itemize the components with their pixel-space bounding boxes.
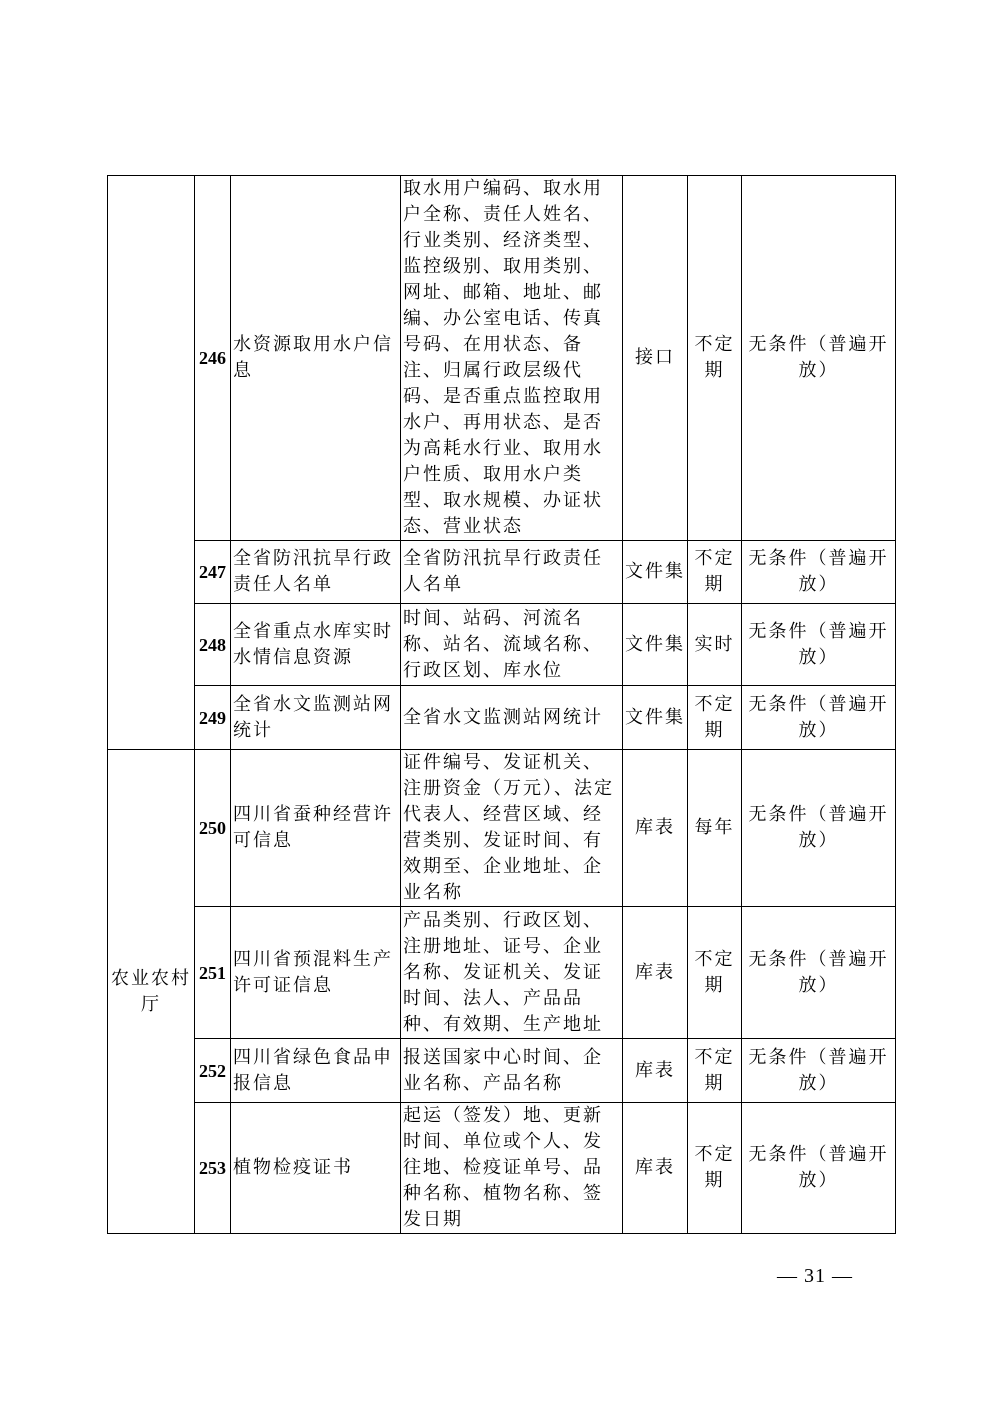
row-number: 249 — [195, 686, 231, 750]
row-number: 248 — [195, 604, 231, 686]
share-method: 文件集 — [623, 686, 688, 750]
resource-name: 水资源取用水户信息 — [231, 176, 401, 541]
resource-name: 全省重点水库实时水情信息资源 — [231, 604, 401, 686]
row-number: 251 — [195, 907, 231, 1039]
open-type: 无条件（普遍开放） — [742, 1039, 896, 1103]
resource-name: 四川省蚕种经营许可信息 — [231, 750, 401, 907]
open-type: 无条件（普遍开放） — [742, 176, 896, 541]
row-number: 247 — [195, 541, 231, 604]
resource-fields: 取水用户编码、取水用户全称、责任人姓名、行业类别、经济类型、监控级别、取用类别、网址、邮箱、地址、邮编、办公室电话、传真号码、在用状态、备注、归属行政层级代码、是否重点监控取用水户、再用状态、是否为高耗水行业、取用水户性质、取用水户类型、取水规模、办证状态、营业状态 — [401, 176, 623, 541]
update-frequency: 不定期 — [688, 907, 742, 1039]
resource-fields: 起运（签发）地、更新时间、单位或个人、发往地、检疫证单号、品种名称、植物名称、签发日期 — [401, 1103, 623, 1234]
update-frequency: 不定期 — [688, 686, 742, 750]
share-method: 库表 — [623, 907, 688, 1039]
update-frequency: 不定期 — [688, 1039, 742, 1103]
resource-fields: 全省水文监测站网统计 — [401, 686, 623, 750]
update-frequency: 实时 — [688, 604, 742, 686]
open-type: 无条件（普遍开放） — [742, 541, 896, 604]
open-type: 无条件（普遍开放） — [742, 1103, 896, 1234]
resource-name: 全省水文监测站网统计 — [231, 686, 401, 750]
resource-fields: 报送国家中心时间、企业名称、产品名称 — [401, 1039, 623, 1103]
resource-fields: 全省防汛抗旱行政责任人名单 — [401, 541, 623, 604]
open-type: 无条件（普遍开放） — [742, 907, 896, 1039]
table-row — [108, 176, 896, 541]
share-method: 库表 — [623, 1039, 688, 1103]
open-type: 无条件（普遍开放） — [742, 604, 896, 686]
department-cell: 农业农村厅 — [108, 750, 195, 1234]
table-row — [108, 604, 896, 686]
table-row — [108, 750, 896, 907]
resource-name: 植物检疫证书 — [231, 1103, 401, 1234]
open-type: 无条件（普遍开放） — [742, 686, 896, 750]
row-number: 253 — [195, 1103, 231, 1234]
table-row — [108, 907, 896, 1039]
resource-fields: 产品类别、行政区划、注册地址、证号、企业名称、发证机关、发证时间、法人、产品品种、有效期、生产地址 — [401, 907, 623, 1039]
update-frequency: 不定期 — [688, 541, 742, 604]
row-number: 250 — [195, 750, 231, 907]
data-resource-table — [107, 175, 896, 1234]
page-number: — 31 — — [777, 1265, 853, 1287]
table-row — [108, 686, 896, 750]
update-frequency: 不定期 — [688, 176, 742, 541]
resource-name: 全省防汛抗旱行政责任人名单 — [231, 541, 401, 604]
share-method: 库表 — [623, 750, 688, 907]
share-method: 库表 — [623, 1103, 688, 1234]
share-method: 文件集 — [623, 604, 688, 686]
resource-fields: 证件编号、发证机关、注册资金（万元）、法定代表人、经营区域、经营类别、发证时间、有效期至、企业地址、企业名称 — [401, 750, 623, 907]
share-method: 接口 — [623, 176, 688, 541]
row-number: 246 — [195, 176, 231, 541]
table-row — [108, 1103, 896, 1234]
resource-name: 四川省绿色食品申报信息 — [231, 1039, 401, 1103]
update-frequency: 每年 — [688, 750, 742, 907]
share-method: 文件集 — [623, 541, 688, 604]
update-frequency: 不定期 — [688, 1103, 742, 1234]
table-row — [108, 541, 896, 604]
resource-fields: 时间、站码、河流名称、站名、流域名称、行政区划、库水位 — [401, 604, 623, 686]
row-number: 252 — [195, 1039, 231, 1103]
resource-name: 四川省预混料生产许可证信息 — [231, 907, 401, 1039]
table-row — [108, 1039, 896, 1103]
open-type: 无条件（普遍开放） — [742, 750, 896, 907]
department-cell — [108, 176, 195, 750]
